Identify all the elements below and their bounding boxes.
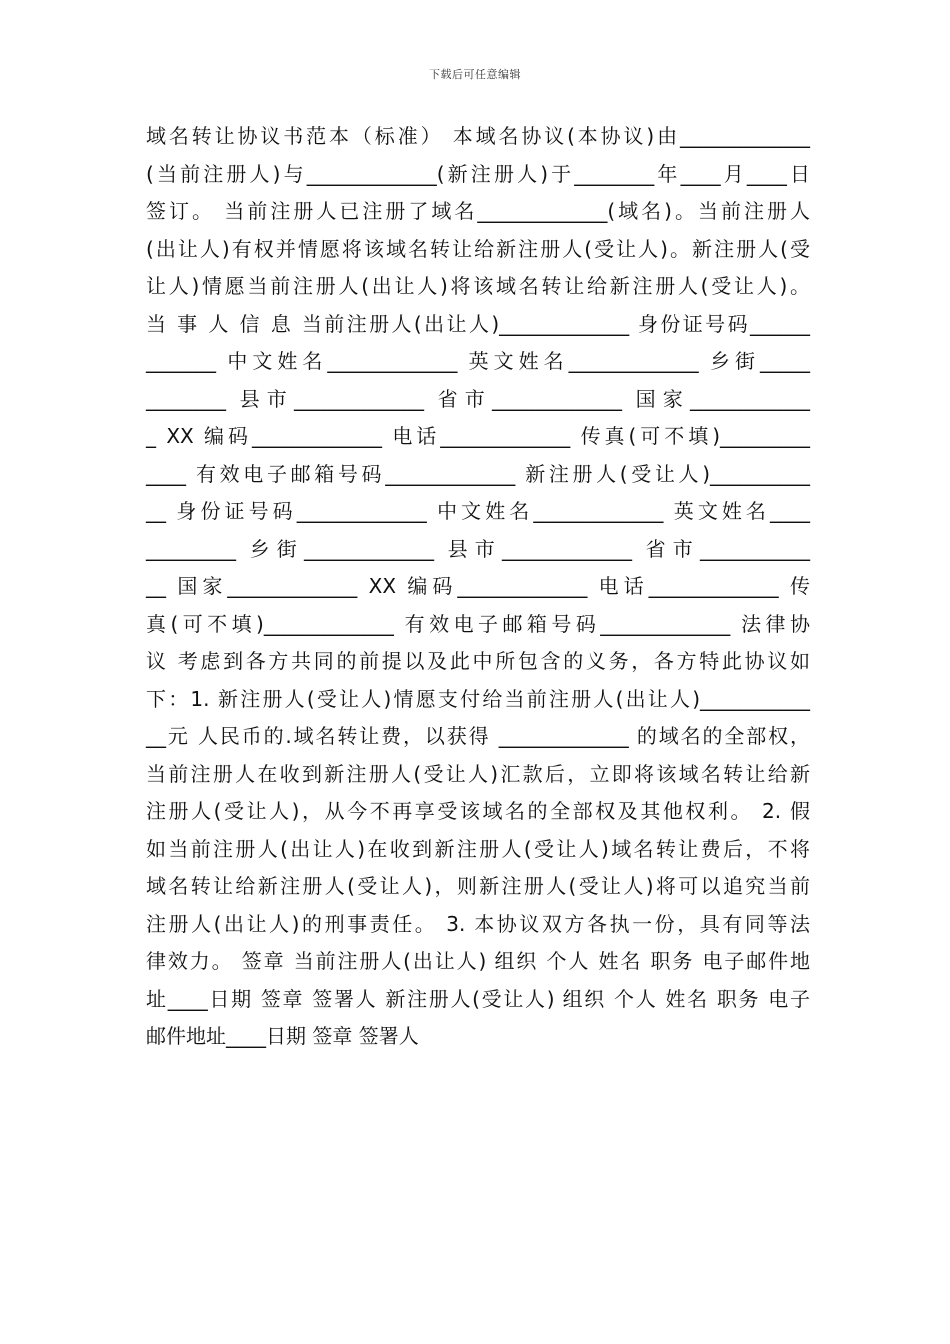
text-line: 真(可不填)_____________ 有效电子邮箱号码_____________ 法律协 bbox=[146, 611, 810, 636]
text-line: 让人)情愿当前注册人(出让人)将该域名转让给新注册人(受让人)。 bbox=[146, 274, 810, 298]
text-line: 如当前注册人(出让人)在收到新注册人(受让人)域名转让费后，不将 bbox=[146, 836, 810, 861]
text-line: (出让人)有权并情愿将该域名转让给新注册人(受让人)。新注册人(受 bbox=[146, 236, 810, 261]
text-line: _______ 中文姓名_____________ 英文姓名_____________ 乡街_____ bbox=[146, 349, 810, 373]
text-line: _ XX 编码_____________ 电话_____________ 传真(可不填)_________ bbox=[146, 424, 810, 448]
agreement-body bbox=[146, 118, 810, 1056]
text-line: 签订。 当前注册人已注册了域名_____________(域名)。当前注册人 bbox=[146, 199, 810, 223]
text-line: 址____日期 签章 签署人 新注册人(受让人) 组织 个人 姓名 职务 电子 bbox=[146, 986, 810, 1011]
text-line: 域名转让协议书范本（标准） 本域名协议(本协议)由_____________ bbox=[146, 124, 810, 148]
page-header: 下载后可任意编辑 bbox=[429, 68, 521, 81]
text-line: __ 身份证号码_____________ 中文姓名_____________ 英文姓名____ bbox=[146, 499, 810, 523]
text-line: _________ 乡街_____________ 县市_____________ 省市___________ bbox=[146, 536, 810, 561]
text-line: 律效力。 签章 当前注册人(出让人) 组织 个人 姓名 职务 电子邮件地 bbox=[146, 949, 810, 973]
text-line: 当 事 人 信 息 当前注册人(出让人)_____________ 身份证号码______ bbox=[146, 311, 810, 336]
text-line: 议 考虑到各方共同的前提以及此中所包含的义务，各方特此协议如 bbox=[146, 649, 810, 673]
text-line: 邮件地址____日期 签章 签署人 bbox=[146, 1024, 419, 1048]
text-line: 当前注册人在收到新注册人(受让人)汇款后，立即将该域名转让给新 bbox=[146, 761, 810, 786]
text-line: 下：1. 新注册人(受让人)情愿支付给当前注册人(出让人)___________ bbox=[146, 686, 810, 711]
text-line: ________ 县市_____________ 省市_____________ 国家____________ bbox=[146, 386, 810, 411]
text-line: 域名转让给新注册人(受让人)，则新注册人(受让人)将可以追究当前 bbox=[146, 874, 810, 898]
text-line: __元 人民币的.域名转让费，以获得 _____________ 的域名的全部权， bbox=[146, 724, 810, 748]
text-line: 注册人(出让人)的刑事责任。 3. 本协议双方各执一份，具有同等法 bbox=[146, 911, 810, 936]
text-line: (当前注册人)与_____________(新注册人)于________年____月____日 bbox=[146, 161, 810, 186]
text-line: __ 国家_____________ XX 编码_____________ 电话_____________ 传 bbox=[146, 574, 810, 598]
text-line: ____ 有效电子邮箱号码_____________ 新注册人(受让人)__________ bbox=[146, 461, 810, 486]
text-line: 注册人(受让人)，从今不再享受该域名的全部权及其他权利。 2. 假 bbox=[146, 799, 810, 823]
